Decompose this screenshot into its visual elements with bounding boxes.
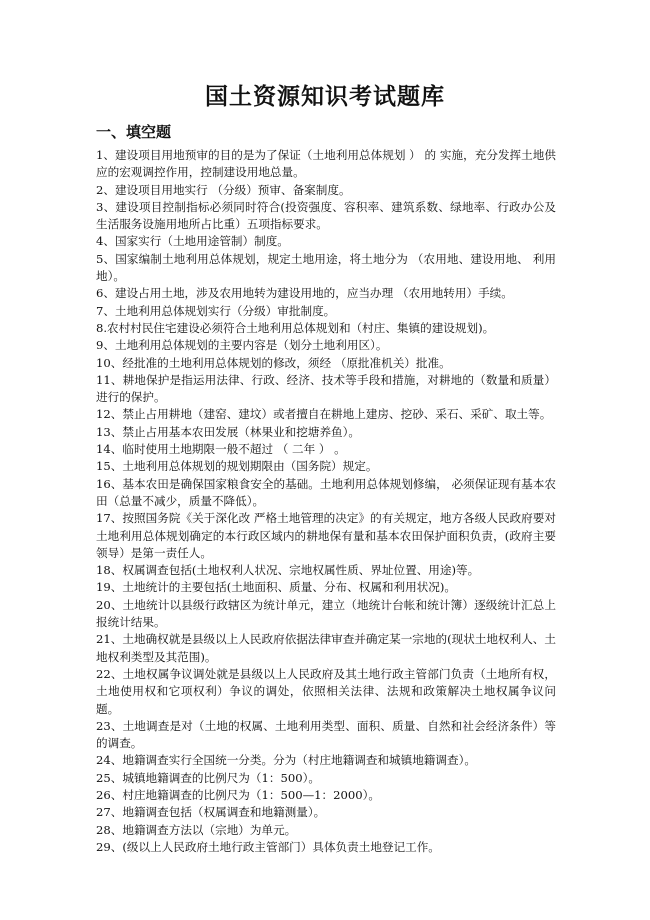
question-item: 26、村庄地籍调查的比例尺为（1：500—1：2000）。: [96, 787, 381, 802]
question-item: 24、地籍调查实行全国统一分类。分为（村庄地籍调查和城镇地籍调查）。: [96, 753, 476, 768]
question-item: 5、国家编制土地利用总体规划，规定土地用途，将土地分为 （农用地、建设用地、 利用地）。: [96, 251, 556, 284]
question-item: 18、权属调查包括(土地权利人状况、宗地权属性质、界址位置、用途)等。: [96, 563, 480, 578]
question-item: 25、城镇地籍调查的比例尺为（1：500）。: [96, 770, 320, 785]
section-heading: 一、填空题: [96, 123, 172, 141]
question-item: 16、基本农田是确保国家粮食安全的基础。土地利用总体规划修编， 必须保证现有基本农田（总量不减少，质量不降低）。: [96, 476, 556, 508]
question-item: 8.农村村民住宅建设必须符合土地利用总体规划和（村庄、集镇的建设规划)。: [96, 320, 495, 335]
question-item: 19、土地统计的主要包括(土地面积、质量、分布、权属和利用状况)。: [96, 580, 457, 595]
question-item: 4、国家实行（土地用途管制）制度。: [96, 234, 289, 249]
question-item: 6、建设占用土地，涉及农用地转为建设用地的，应当办理 （农用地转用）手续。: [96, 286, 513, 301]
question-item: 15、土地利用总体规划的规划期限由（国务院）规定。: [96, 459, 378, 474]
question-item: 14、临时使用土地期限一般不超过 （ 二年 ） 。: [96, 442, 346, 457]
question-item: 23、土地调查是对（土地的权属、土地利用类型、面积、质量、自然和社会经济条件）等的调查。: [96, 718, 556, 751]
question-item: 10、经批准的土地利用总体规划的修改，须经 （原批准机关）批准。: [96, 355, 451, 370]
question-item: 22、土地权属争议调处就是县级以上人民政府及其土地行政主管部门负责（土地所有权，土地使用权和它项权利）争议的调处，依照相关法律、法规和政策解决土地权属争议问题。: [96, 666, 556, 716]
question-item: 27、地籍调查包括（权属调查和地籍测量）。: [96, 805, 326, 820]
question-item: 29、(级以上人民政府土地行政主管部门）具体负责土地登记工作。: [96, 839, 440, 854]
question-item: 28、地籍调查方法以（宗地）为单元。: [96, 822, 297, 837]
document-title: 国土资源知识考试题库: [205, 84, 445, 110]
question-item: 21、土地确权就是县级以上人民政府依据法律审查并确定某一宗地的(现状土地权利人、土地权利类型及其范围)。: [96, 632, 556, 664]
question-item: 7、土地利用总体规划实行（分级）审批制度。: [96, 303, 336, 318]
question-item: 2、建设项目用地实行 （分级）预审、备案制度。: [96, 182, 351, 197]
question-item: 12、禁止占用耕地（建窑、建坟）或者擅自在耕地上建房、挖砂、采石、采矿、取土等。: [96, 407, 552, 422]
question-list: [96, 147, 556, 856]
question-item: 9、土地利用总体规划的主要内容是（划分土地利用区）。: [96, 338, 388, 353]
question-item: 13、禁止占用基本农田发展（林果业和挖塘养鱼）。: [96, 424, 361, 439]
question-item: 20、土地统计以县级行政辖区为统计单元，建立（地统计台帐和统计簿）逐级统计汇总上报统计结果。: [96, 597, 556, 630]
question-item: 3、建设项目控制指标必须同时符合(投资强度、容积率、建筑系数、绿地率、行政办公及生活服务设施用地所占比重）五项指标要求。: [96, 199, 556, 232]
question-item: 17、按照国务院《关于深化改 严格土地管理的决定》的有关规定，地方各级人民政府要对土地利用总体规划确定的本行政区域内的耕地保有量和基本农田保护面积负责，(政府主要领导）是第一责任人。: [96, 511, 556, 560]
question-item: 11、耕地保护是指运用法律、行政、经济、技术等手段和措施，对耕地的（数量和质量）进行的保护。: [96, 372, 556, 405]
question-item: 1、建设项目用地预审的目的是为了保证（土地利用总体规划 ） 的 实施，充分发挥土地供应的宏观调控作用，控制建设用地总量。: [96, 148, 556, 180]
